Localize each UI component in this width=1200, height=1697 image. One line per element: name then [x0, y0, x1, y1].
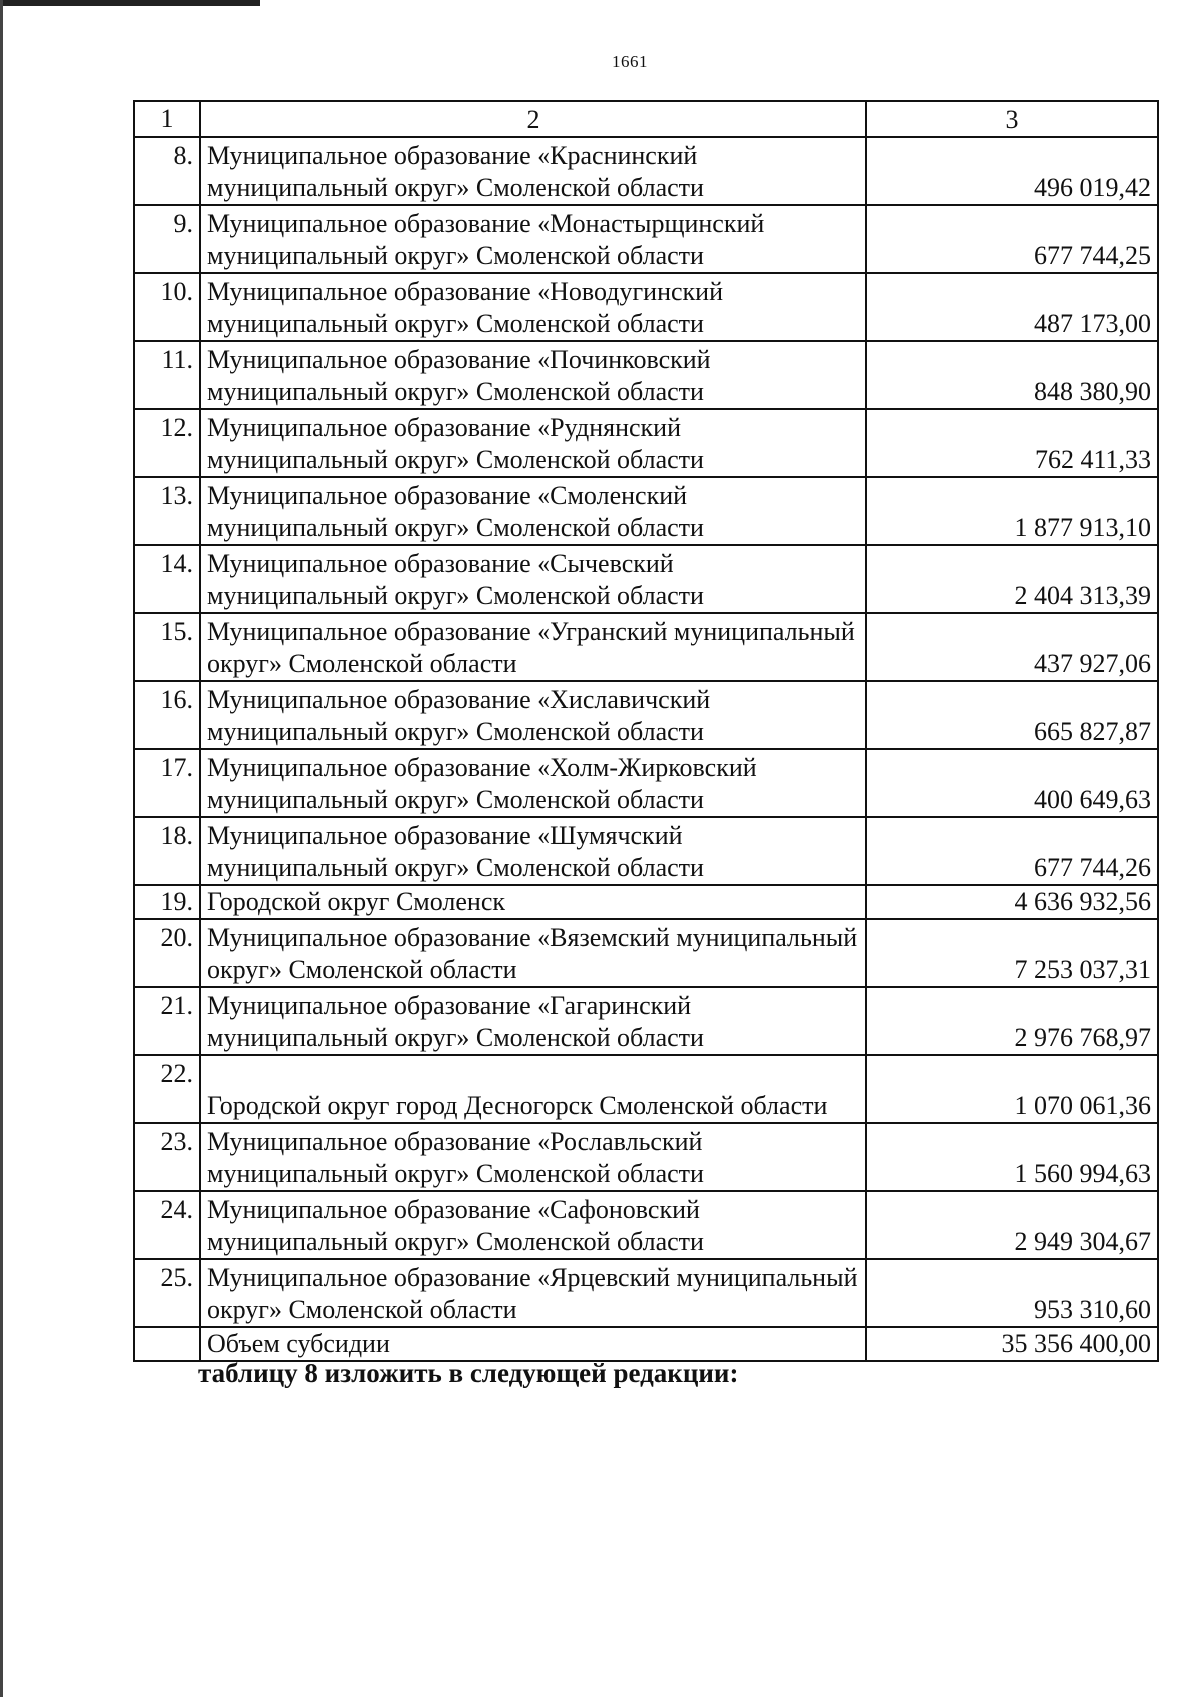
- total-label: Объем субсидии: [200, 1327, 866, 1361]
- row-number: 11.: [134, 341, 200, 409]
- subsidy-amount: 677 744,26: [866, 817, 1158, 885]
- table-row: [134, 1055, 1158, 1123]
- municipality-name: Муниципальное образование «Рославльский муниципальный округ» Смоленской области: [200, 1123, 866, 1191]
- row-number: 21.: [134, 987, 200, 1055]
- total-number: [134, 1327, 200, 1361]
- row-number: 25.: [134, 1259, 200, 1327]
- row-number: 22.: [134, 1055, 200, 1123]
- subsidy-amount: 2 404 313,39: [866, 545, 1158, 613]
- row-number: 16.: [134, 681, 200, 749]
- table-row: [134, 545, 1158, 613]
- subsidy-amount: 848 380,90: [866, 341, 1158, 409]
- municipality-name: Городской округ Смоленск: [200, 885, 866, 919]
- total-row: [134, 1327, 1158, 1361]
- table-row: [134, 1259, 1158, 1327]
- subsidy-amount: 496 019,42: [866, 137, 1158, 205]
- total-amount: 35 356 400,00: [866, 1327, 1158, 1361]
- footer-instruction: таблицу 8 изложить в следующей редакции:: [198, 1358, 739, 1388]
- municipality-name: Муниципальное образование «Вяземский муниципальный округ» Смоленской области: [200, 919, 866, 987]
- municipality-name: Городской округ город Десногорск Смоленской области: [200, 1055, 866, 1123]
- municipality-name: Муниципальное образование «Холм-Жирковский муниципальный округ» Смоленской области: [200, 749, 866, 817]
- table-row: [134, 885, 1158, 919]
- municipality-name: Муниципальное образование «Шумячский муниципальный округ» Смоленской области: [200, 817, 866, 885]
- municipality-name: Муниципальное образование «Сычевский муниципальный округ» Смоленской области: [200, 545, 866, 613]
- table-row: [134, 681, 1158, 749]
- table-row: [134, 341, 1158, 409]
- row-number: 12.: [134, 409, 200, 477]
- subsidy-amount: 1 070 061,36: [866, 1055, 1158, 1123]
- row-number: 8.: [134, 137, 200, 205]
- municipality-name: Муниципальное образование «Хиславичский муниципальный округ» Смоленской области: [200, 681, 866, 749]
- row-number: 13.: [134, 477, 200, 545]
- row-number: 15.: [134, 613, 200, 681]
- table-row: [134, 409, 1158, 477]
- municipality-name: Муниципальное образование «Починковский муниципальный округ» Смоленской области: [200, 341, 866, 409]
- subsidy-amount: 437 927,06: [866, 613, 1158, 681]
- subsidy-amount: 400 649,63: [866, 749, 1158, 817]
- page-number: 1661: [612, 52, 648, 71]
- table-row: [134, 273, 1158, 341]
- table-row: [134, 205, 1158, 273]
- table-row: [134, 919, 1158, 987]
- header-col-1: 1: [134, 101, 200, 137]
- header-col-2: 2: [200, 101, 866, 137]
- row-number: 24.: [134, 1191, 200, 1259]
- table-row: [134, 1123, 1158, 1191]
- row-number: 23.: [134, 1123, 200, 1191]
- row-number: 20.: [134, 919, 200, 987]
- row-number: 19.: [134, 885, 200, 919]
- scan-edge-top: [0, 0, 260, 6]
- subsidy-amount: 677 744,25: [866, 205, 1158, 273]
- municipality-name: Муниципальное образование «Новодугинский муниципальный округ» Смоленской области: [200, 273, 866, 341]
- municipality-name: Муниципальное образование «Краснинский муниципальный округ» Смоленской области: [200, 137, 866, 205]
- subsidy-amount: 4 636 932,56: [866, 885, 1158, 919]
- table-row: [134, 749, 1158, 817]
- subsidy-amount: 487 173,00: [866, 273, 1158, 341]
- municipality-name: Муниципальное образование «Смоленский муниципальный округ» Смоленской области: [200, 477, 866, 545]
- subsidy-amount: 1 877 913,10: [866, 477, 1158, 545]
- table-row: [134, 1191, 1158, 1259]
- row-number: 18.: [134, 817, 200, 885]
- municipality-name: Муниципальное образование «Гагаринский муниципальный округ» Смоленской области: [200, 987, 866, 1055]
- subsidy-amount: 2 976 768,97: [866, 987, 1158, 1055]
- table-row: [134, 477, 1158, 545]
- subsidy-amount: 665 827,87: [866, 681, 1158, 749]
- municipality-name: Муниципальное образование «Сафоновский муниципальный округ» Смоленской области: [200, 1191, 866, 1259]
- subsidy-amount: 762 411,33: [866, 409, 1158, 477]
- table-header-row: [134, 101, 1158, 137]
- subsidy-table: [133, 100, 1159, 1362]
- row-number: 10.: [134, 273, 200, 341]
- table-row: [134, 613, 1158, 681]
- municipality-name: Муниципальное образование «Угранский муниципальный округ» Смоленской области: [200, 613, 866, 681]
- row-number: 14.: [134, 545, 200, 613]
- header-col-3: 3: [866, 101, 1158, 137]
- row-number: 17.: [134, 749, 200, 817]
- municipality-name: Муниципальное образование «Руднянский муниципальный округ» Смоленской области: [200, 409, 866, 477]
- subsidy-amount: 2 949 304,67: [866, 1191, 1158, 1259]
- municipality-name: Муниципальное образование «Монастырщинский муниципальный округ» Смоленской области: [200, 205, 866, 273]
- row-number: 9.: [134, 205, 200, 273]
- municipality-name: Муниципальное образование «Ярцевский муниципальный округ» Смоленской области: [200, 1259, 866, 1327]
- subsidy-amount: 1 560 994,63: [866, 1123, 1158, 1191]
- scan-edge-left: [0, 0, 3, 1697]
- table-row: [134, 987, 1158, 1055]
- table-row: [134, 817, 1158, 885]
- subsidy-amount: 7 253 037,31: [866, 919, 1158, 987]
- subsidy-amount: 953 310,60: [866, 1259, 1158, 1327]
- table-row: [134, 137, 1158, 205]
